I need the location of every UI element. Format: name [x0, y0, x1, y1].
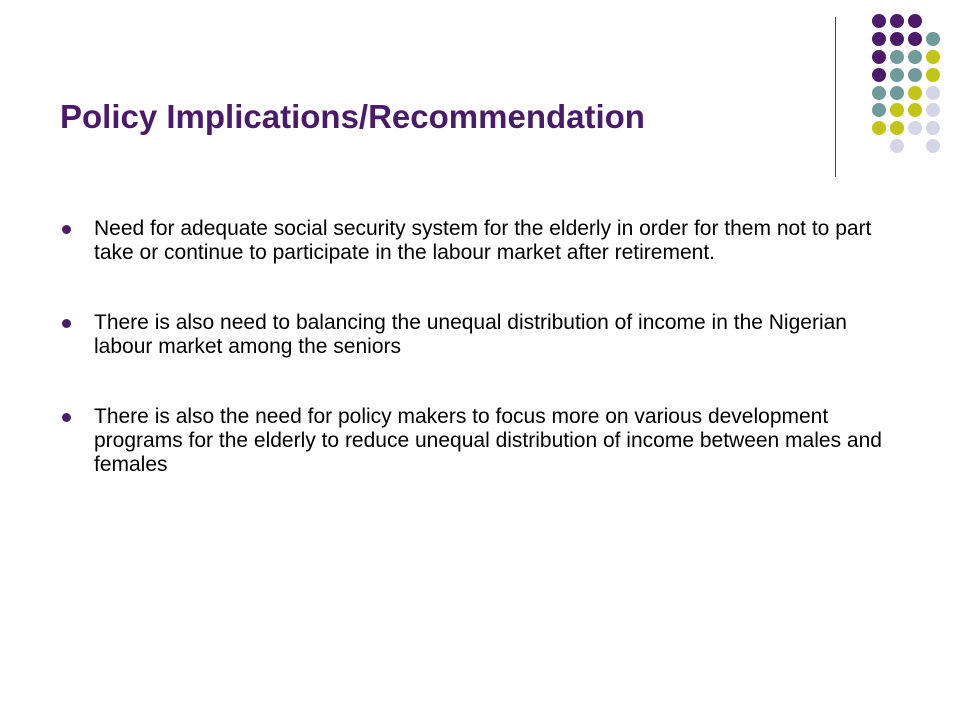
decoration-dot — [908, 32, 922, 46]
decoration-dot — [890, 50, 904, 64]
bullet-text: There is also the need for policy makers to focus more on various development programs for the elderly to reduce unequal distribution of income between males and females — [94, 405, 882, 476]
bullet-item — [60, 405, 910, 477]
decoration-dot — [926, 139, 940, 153]
decoration-dot — [908, 14, 922, 28]
decoration-dot — [890, 32, 904, 46]
decoration-dot — [908, 103, 922, 117]
decoration-dot — [926, 68, 940, 82]
decoration-dot — [926, 121, 940, 135]
decoration-dot — [926, 86, 940, 100]
bullet-dot-icon — [62, 225, 71, 234]
decoration-dot — [872, 32, 886, 46]
decoration-dot — [926, 50, 940, 64]
bullet-dot-icon — [62, 319, 71, 328]
bullet-item — [60, 311, 910, 359]
decoration-dot — [908, 68, 922, 82]
bullet-list — [60, 217, 910, 523]
decoration-dot — [908, 50, 922, 64]
bullet-dot-icon — [62, 413, 71, 422]
decoration-dot — [926, 103, 940, 117]
decoration-dot — [890, 103, 904, 117]
bullet-item — [60, 217, 910, 265]
decoration-dot — [908, 121, 922, 135]
decoration-dot — [872, 121, 886, 135]
decoration-dot — [872, 14, 886, 28]
decoration-dot — [890, 121, 904, 135]
decoration-dot — [908, 86, 922, 100]
vertical-divider — [835, 17, 836, 177]
decoration-dot — [872, 103, 886, 117]
slide-title: Policy Implications/Recommendation — [60, 98, 645, 135]
decoration-dot — [926, 32, 940, 46]
bullet-text: There is also need to balancing the unequal distribution of income in the Nigerian labour market among the seniors — [94, 311, 847, 358]
bullet-text: Need for adequate social security system for the elderly in order for them not to part take or continue to participate in the labour market after retirement. — [94, 217, 872, 264]
decoration-dot — [890, 139, 904, 153]
decoration-dot — [890, 14, 904, 28]
decoration-dot — [890, 68, 904, 82]
decoration-dot — [872, 68, 886, 82]
decoration-dot — [872, 50, 886, 64]
decoration-dot — [890, 86, 904, 100]
decoration-dot — [872, 86, 886, 100]
